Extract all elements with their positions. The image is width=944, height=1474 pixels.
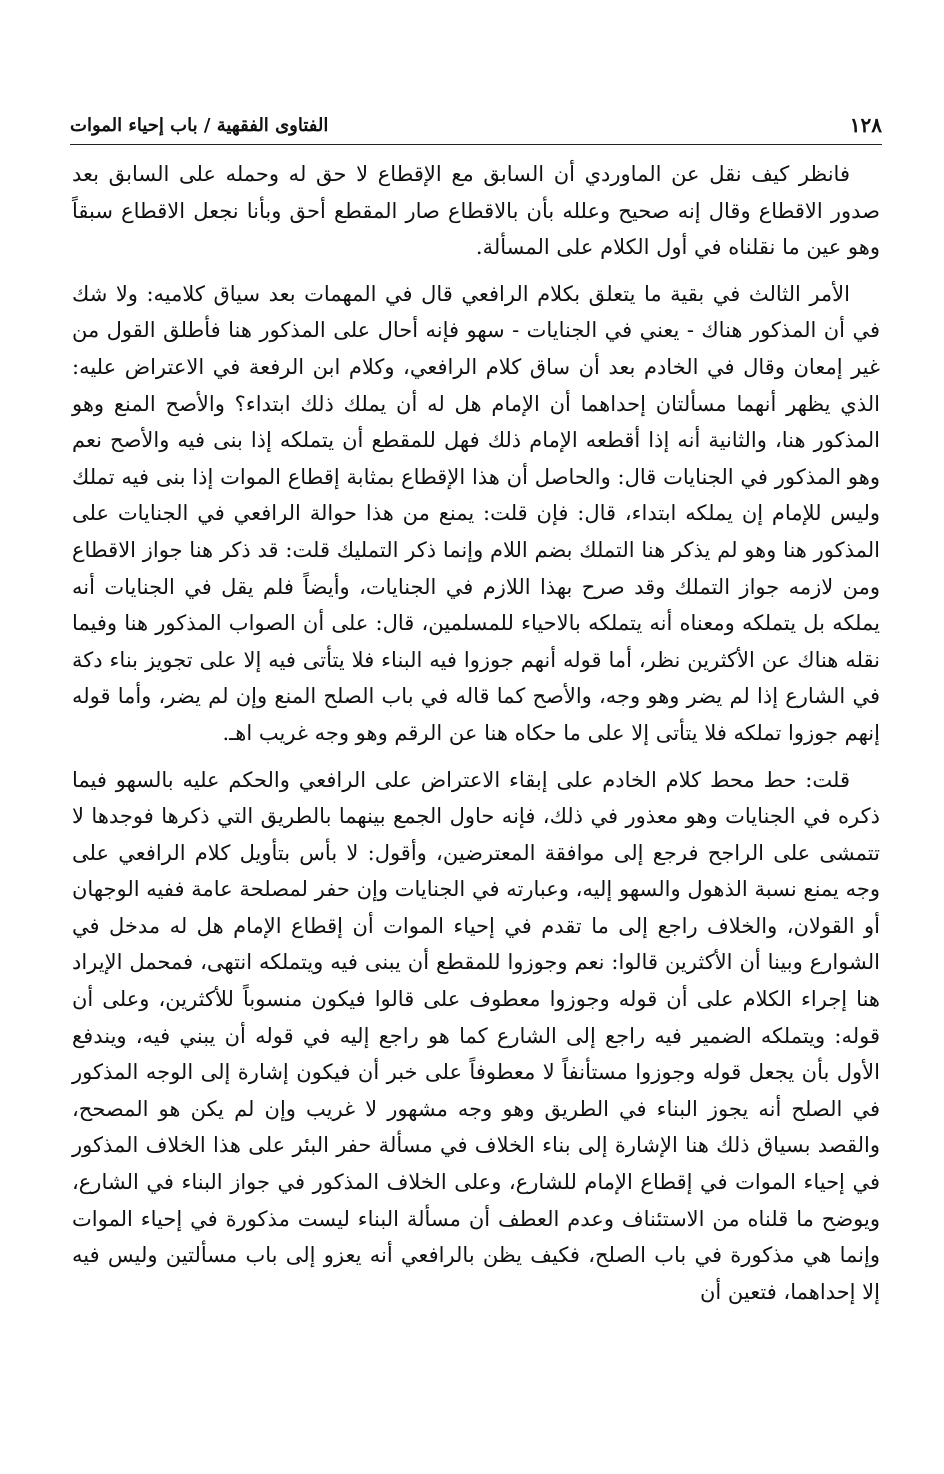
page-number: ١٢٨ [849, 113, 882, 137]
paragraph-2: الأمر الثالث في بقية ما يتعلق بكلام الرافعي قال في المهمات بعد سياق كلاميه: ولا شك في أن المذكور هناك - يعني في الجنايات - سهو فإنه أحال على المذكور هنا فأطلق القول من غير إمعان وقال في الخادم بعد أن ساق كلام الرافعي، وكلام ابن الرفعة في الاعتراض عليه: الذي يظهر أنهما مسألتان إحداهما أن الإمام هل له أن يملك ذلك ابتداء؟ والأصح المنع وهو المذكور هنا، والثانية أنه إذا أقطعه الإمام ذلك فهل للمقطع أن يتملكه إذا بنى فيه والأصح نعم وهو المذكور في الجنايات قال: والحاصل أن هذا الإقطاع بمثابة إقطاع الموات إذا بنى فيه تملك وليس للإمام إن يملكه ابتداء، قال: فإن قلت: يمنع من هذا حوالة الرافعي في الجنايات على المذكور هنا وهو لم يذكر هنا التملك بضم اللام وإنما ذكر التمليك قلت: قد ذكر هنا جواز الاقطاع ومن لازمه جواز التملك وقد صرح بهذا اللازم في الجنايات، وأيضاً فلم يقل في الجنايات أنه يملكه بل يتملكه ومعناه أنه يتملكه بالاحياء للمسلمين، قال: على أن الصواب المذكور هنا وفيما نقله هناك عن الأكثرين نظر، أما قوله أنهم جوزوا فيه البناء فلا يتأتى فيه إلا على تجويز بناء دكة في الشارع إذا لم يضر وهو وجه، والأصح كما قاله في باب الصلح المنع وإن لم يضر، وأما قوله إنهم جوزوا تملكه فلا يتأتى إلا على ما حكاه هنا عن الرقم وهو وجه غريب اهـ. [72, 281, 880, 745]
paragraph-3: قلت: حط محط كلام الخادم على إبقاء الاعتراض على الرافعي والحكم عليه بالسهو فيما ذكره في الجنايات وهو معذور في ذلك، فإنه حاول الجمع بينهما بالطريق التي ذكرها فوجدها لا تتمشى على الراجح فرجع إلى موافقة المعترضين، وأقول: لا بأس بتأويل كلام الرافعي على وجه يمنع نسبة الذهول والسهو إليه، وعبارته في الجنايات وإن حفر لمصلحة عامة ففيه الوجهان أو القولان، والخلاف راجع إلى ما تقدم في إحياء الموات أن إقطاع الإمام هل له مدخل في الشوارع وبينا أن الأكثرين قالوا: نعم وجوزوا للمقطع أن يبنى فيه ويتملكه انتهى، فمحمل الإيراد هنا إجراء الكلام على أن قوله وجوزوا معطوف على قالوا فيكون منسوباً للأكثرين، وعلى أن قوله: ويتملكه الضمير فيه راجع إلى الشارع كما هو راجع إليه في قوله أن يبني فيه، ويندفع الأول بأن يجعل قوله وجوزوا مستأنفاً لا معطوفاً على خبر أن فيكون إشارة إلى الوجه المذكور في الصلح أنه يجوز البناء في الطريق وهو وجه مشهور لا غريب وإن لم يكن هو المصحح، والقصد بسياق ذلك هنا الإشارة إلى بناء الخلاف في مسألة حفر البئر على هذا الخلاف المذكور في إحياء الموات في إقطاع الإمام للشارع، وعلى الخلاف المذكور في جواز البناء في الشارع، ويوضح ما قلناه من الاستئناف وعدم العطف أن مسألة البناء ليست مذكورة في إحياء الموات وإنما هي مذكورة في باب الصلح، فكيف يظن بالرافعي أنه يعزو إلى باب مسألتين وليس فيه إلا إحداهما، فتعين أن [72, 767, 880, 1304]
page-header [70, 108, 882, 142]
body-text [72, 156, 880, 1320]
header-rule [70, 144, 882, 145]
running-title: الفتاوى الفقهية / باب إحياء الموات [70, 114, 329, 136]
paragraph-1: فانظر كيف نقل عن الماوردي أن السابق مع الإقطاع لا حق له وحمله على السابق بعد صدور الاقطاع وقال إنه صحيح وعلله بأن بالاقطاع صار المقطع أحق وبأنا نجعل الاقطاع سبقاً وهو عين ما نقلناه في أول الكلام على المسألة. [72, 162, 880, 260]
